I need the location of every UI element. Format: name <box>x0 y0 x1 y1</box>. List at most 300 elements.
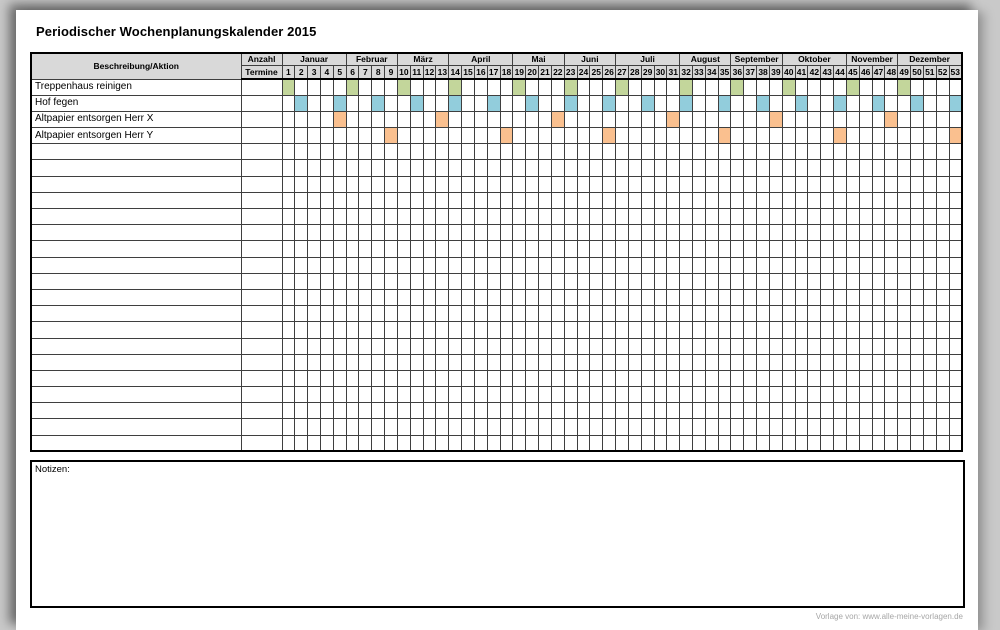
week-cell <box>320 225 333 241</box>
week-number-cell: 14 <box>449 65 462 79</box>
week-cell <box>462 289 475 305</box>
week-cell <box>474 144 487 160</box>
week-cell <box>936 306 949 322</box>
week-cell <box>551 338 564 354</box>
week-cell <box>564 257 577 273</box>
week-cell <box>603 322 616 338</box>
week-cell <box>423 387 436 403</box>
week-cell <box>423 273 436 289</box>
week-cell <box>769 338 782 354</box>
week-cell <box>872 111 885 127</box>
week-cell <box>872 176 885 192</box>
week-cell-marked <box>616 79 629 95</box>
week-cell <box>564 403 577 419</box>
week-cell <box>821 354 834 370</box>
week-cell <box>705 95 718 111</box>
week-cell <box>641 160 654 176</box>
week-cell <box>436 435 449 451</box>
week-cell <box>795 273 808 289</box>
week-cell <box>680 128 693 144</box>
week-cell <box>564 370 577 386</box>
week-cell <box>603 257 616 273</box>
week-cell <box>680 387 693 403</box>
week-cell-marked <box>757 95 770 111</box>
week-cell <box>718 419 731 435</box>
week-cell <box>782 160 795 176</box>
week-cell <box>949 192 962 208</box>
week-cell <box>539 225 552 241</box>
week-cell <box>680 273 693 289</box>
week-cell <box>346 241 359 257</box>
week-cell <box>564 273 577 289</box>
week-cell <box>885 273 898 289</box>
week-cell <box>808 257 821 273</box>
week-cell <box>436 95 449 111</box>
week-cell <box>898 419 911 435</box>
week-cell <box>423 257 436 273</box>
task-label-cell <box>31 273 241 289</box>
month-header-cell: Februar <box>346 53 397 65</box>
empty-task-row <box>31 144 962 160</box>
week-cell <box>769 435 782 451</box>
week-cell <box>410 257 423 273</box>
week-cell <box>616 128 629 144</box>
week-cell <box>603 387 616 403</box>
week-cell <box>885 338 898 354</box>
week-cell <box>372 306 385 322</box>
week-cell <box>667 128 680 144</box>
week-cell <box>577 144 590 160</box>
week-cell <box>795 192 808 208</box>
week-cell <box>449 370 462 386</box>
week-cell <box>539 176 552 192</box>
week-cell <box>346 370 359 386</box>
week-number-cell: 5 <box>333 65 346 79</box>
week-cell <box>282 289 295 305</box>
week-cell <box>949 435 962 451</box>
week-cell <box>346 273 359 289</box>
week-cell <box>885 370 898 386</box>
week-cell <box>769 354 782 370</box>
week-cell <box>911 306 924 322</box>
week-cell <box>808 387 821 403</box>
termine-value-cell <box>241 176 282 192</box>
week-cell <box>795 387 808 403</box>
week-cell <box>680 144 693 160</box>
week-cell <box>808 289 821 305</box>
week-cell <box>898 322 911 338</box>
week-cell <box>590 209 603 225</box>
week-cell <box>474 128 487 144</box>
month-header-cell: Juli <box>616 53 680 65</box>
week-cell <box>397 435 410 451</box>
week-cell <box>295 403 308 419</box>
week-cell <box>295 387 308 403</box>
week-cell <box>680 370 693 386</box>
week-cell <box>513 306 526 322</box>
week-cell <box>859 403 872 419</box>
week-cell <box>577 338 590 354</box>
week-cell <box>500 370 513 386</box>
week-cell <box>846 306 859 322</box>
week-cell-marked <box>949 128 962 144</box>
week-cell <box>397 403 410 419</box>
week-cell <box>282 370 295 386</box>
week-cell <box>333 419 346 435</box>
week-cell <box>308 176 321 192</box>
task-label-cell: Altpapier entsorgen Herr Y <box>31 128 241 144</box>
week-cell <box>359 273 372 289</box>
week-cell <box>834 338 847 354</box>
week-cell <box>744 387 757 403</box>
week-cell <box>539 273 552 289</box>
week-cell <box>539 354 552 370</box>
week-number-cell: 48 <box>885 65 898 79</box>
week-cell <box>667 322 680 338</box>
week-cell <box>808 435 821 451</box>
week-cell <box>423 322 436 338</box>
week-cell <box>449 209 462 225</box>
week-cell <box>462 306 475 322</box>
week-cell <box>346 209 359 225</box>
week-cell <box>564 289 577 305</box>
week-cell <box>911 111 924 127</box>
week-cell <box>372 225 385 241</box>
week-cell-marked <box>513 79 526 95</box>
week-cell <box>385 289 398 305</box>
week-cell <box>590 79 603 95</box>
week-cell <box>539 403 552 419</box>
week-cell <box>551 370 564 386</box>
week-cell <box>911 370 924 386</box>
week-cell <box>372 241 385 257</box>
week-cell <box>744 419 757 435</box>
week-cell <box>885 435 898 451</box>
week-cell <box>885 160 898 176</box>
task-label-cell <box>31 354 241 370</box>
week-cell <box>500 225 513 241</box>
week-cell <box>821 192 834 208</box>
week-cell <box>564 435 577 451</box>
week-cell <box>487 322 500 338</box>
week-cell <box>372 419 385 435</box>
week-cell <box>346 111 359 127</box>
week-cell <box>436 79 449 95</box>
week-cell <box>911 144 924 160</box>
week-cell <box>603 144 616 160</box>
week-cell <box>705 144 718 160</box>
week-cell <box>654 289 667 305</box>
week-cell <box>821 306 834 322</box>
week-cell <box>705 241 718 257</box>
week-cell <box>282 176 295 192</box>
week-cell <box>436 338 449 354</box>
week-number-cell: 15 <box>462 65 475 79</box>
week-cell <box>526 79 539 95</box>
week-cell <box>308 273 321 289</box>
task-row <box>31 95 962 111</box>
week-cell <box>936 128 949 144</box>
week-cell <box>757 79 770 95</box>
week-cell <box>949 322 962 338</box>
week-cell <box>320 111 333 127</box>
week-cell <box>782 289 795 305</box>
week-cell <box>641 128 654 144</box>
week-cell <box>911 79 924 95</box>
week-cell-marked <box>885 111 898 127</box>
week-cell <box>834 419 847 435</box>
empty-task-row <box>31 419 962 435</box>
week-cell <box>795 257 808 273</box>
week-cell <box>911 225 924 241</box>
week-cell-marked <box>667 111 680 127</box>
week-cell <box>372 144 385 160</box>
week-cell <box>654 241 667 257</box>
week-cell <box>320 128 333 144</box>
week-cell <box>923 257 936 273</box>
week-cell <box>654 79 667 95</box>
week-cell <box>282 419 295 435</box>
week-cell <box>462 403 475 419</box>
week-cell <box>372 403 385 419</box>
week-cell <box>949 338 962 354</box>
week-cell <box>282 225 295 241</box>
week-cell <box>757 419 770 435</box>
week-cell <box>693 387 706 403</box>
week-cell <box>731 370 744 386</box>
week-cell <box>590 111 603 127</box>
week-cell <box>859 354 872 370</box>
week-cell <box>769 273 782 289</box>
week-cell <box>859 322 872 338</box>
week-cell <box>487 338 500 354</box>
week-cell <box>333 435 346 451</box>
week-cell <box>333 209 346 225</box>
week-cell <box>808 370 821 386</box>
document-page <box>16 10 978 630</box>
week-cell <box>577 387 590 403</box>
week-cell <box>526 419 539 435</box>
week-cell <box>410 403 423 419</box>
week-cell <box>744 79 757 95</box>
week-cell <box>487 176 500 192</box>
week-cell <box>911 257 924 273</box>
week-cell <box>564 111 577 127</box>
week-cell <box>590 435 603 451</box>
week-cell <box>769 306 782 322</box>
week-cell <box>564 176 577 192</box>
week-cell <box>834 403 847 419</box>
week-cell <box>295 209 308 225</box>
week-cell <box>462 241 475 257</box>
week-number-cell: 23 <box>564 65 577 79</box>
week-cell <box>333 354 346 370</box>
week-cell-marked <box>372 95 385 111</box>
week-cell <box>410 306 423 322</box>
week-cell <box>590 95 603 111</box>
week-cell <box>603 160 616 176</box>
week-cell <box>923 241 936 257</box>
week-cell <box>590 322 603 338</box>
week-cell <box>590 338 603 354</box>
task-label-cell <box>31 160 241 176</box>
week-cell <box>693 257 706 273</box>
week-cell <box>769 289 782 305</box>
week-cell <box>551 273 564 289</box>
week-cell <box>693 160 706 176</box>
week-cell <box>693 338 706 354</box>
week-cell <box>898 338 911 354</box>
week-cell <box>641 144 654 160</box>
week-cell <box>603 225 616 241</box>
week-cell <box>333 403 346 419</box>
week-cell <box>731 192 744 208</box>
week-cell <box>397 273 410 289</box>
week-cell <box>564 354 577 370</box>
week-cell <box>539 257 552 273</box>
week-cell <box>539 419 552 435</box>
week-cell <box>526 338 539 354</box>
week-cell <box>513 419 526 435</box>
week-cell <box>410 435 423 451</box>
week-cell <box>577 403 590 419</box>
week-cell <box>462 435 475 451</box>
week-cell <box>693 144 706 160</box>
week-cell <box>282 387 295 403</box>
week-cell <box>397 176 410 192</box>
week-number-cell: 47 <box>872 65 885 79</box>
week-cell <box>385 144 398 160</box>
week-cell <box>616 95 629 111</box>
week-cell <box>346 435 359 451</box>
week-cell <box>936 289 949 305</box>
empty-task-row <box>31 241 962 257</box>
week-cell <box>462 354 475 370</box>
week-cell <box>577 306 590 322</box>
week-cell <box>282 403 295 419</box>
week-cell <box>731 435 744 451</box>
week-cell <box>641 322 654 338</box>
week-cell-marked <box>795 95 808 111</box>
week-cell <box>846 370 859 386</box>
week-cell <box>282 273 295 289</box>
week-cell <box>423 225 436 241</box>
week-cell <box>680 192 693 208</box>
week-cell <box>359 435 372 451</box>
week-cell <box>333 338 346 354</box>
week-cell <box>295 160 308 176</box>
notes-label: Notizen: <box>35 464 70 475</box>
week-cell <box>885 289 898 305</box>
week-cell <box>744 273 757 289</box>
week-cell <box>898 176 911 192</box>
week-cell <box>872 273 885 289</box>
week-cell <box>744 192 757 208</box>
week-cell <box>808 241 821 257</box>
week-cell <box>898 95 911 111</box>
week-cell-marked <box>898 79 911 95</box>
week-cell <box>526 387 539 403</box>
week-cell <box>859 241 872 257</box>
week-cell <box>654 370 667 386</box>
week-cell <box>372 289 385 305</box>
week-cell <box>320 257 333 273</box>
week-cell <box>577 370 590 386</box>
week-cell <box>782 128 795 144</box>
week-cell <box>808 419 821 435</box>
week-cell <box>333 370 346 386</box>
week-cell <box>526 241 539 257</box>
termine-value-cell <box>241 370 282 386</box>
task-row <box>31 111 962 127</box>
week-cell <box>346 160 359 176</box>
week-cell <box>782 95 795 111</box>
week-cell <box>577 79 590 95</box>
week-cell <box>333 257 346 273</box>
week-cell <box>744 111 757 127</box>
week-cell <box>513 289 526 305</box>
week-cell <box>654 338 667 354</box>
week-cell <box>526 322 539 338</box>
week-cell <box>616 111 629 127</box>
week-cell <box>936 225 949 241</box>
week-cell <box>808 95 821 111</box>
week-number-cell: 8 <box>372 65 385 79</box>
week-cell <box>526 111 539 127</box>
week-cell <box>641 370 654 386</box>
week-cell <box>282 128 295 144</box>
week-cell <box>397 306 410 322</box>
month-header-cell: August <box>680 53 731 65</box>
week-cell <box>603 370 616 386</box>
week-cell <box>744 225 757 241</box>
week-cell <box>282 354 295 370</box>
week-cell <box>846 435 859 451</box>
week-cell <box>718 79 731 95</box>
week-cell <box>705 306 718 322</box>
week-cell <box>397 370 410 386</box>
week-cell <box>718 225 731 241</box>
week-cell <box>423 354 436 370</box>
week-cell <box>872 322 885 338</box>
week-cell-marked <box>680 79 693 95</box>
week-cell <box>731 354 744 370</box>
week-cell <box>911 176 924 192</box>
week-cell <box>834 257 847 273</box>
week-cell <box>616 176 629 192</box>
week-cell <box>628 79 641 95</box>
week-cell <box>705 403 718 419</box>
week-cell <box>346 387 359 403</box>
week-cell <box>320 419 333 435</box>
week-cell <box>551 144 564 160</box>
termine-value-cell <box>241 128 282 144</box>
week-cell <box>859 79 872 95</box>
week-cell <box>641 111 654 127</box>
week-cell <box>564 192 577 208</box>
week-cell <box>474 225 487 241</box>
week-cell <box>449 338 462 354</box>
week-cell <box>577 111 590 127</box>
week-cell <box>436 322 449 338</box>
month-header-cell: Dezember <box>898 53 962 65</box>
week-cell <box>551 419 564 435</box>
week-cell <box>397 144 410 160</box>
week-cell <box>859 225 872 241</box>
week-cell <box>449 111 462 127</box>
week-cell <box>744 354 757 370</box>
week-cell <box>513 322 526 338</box>
